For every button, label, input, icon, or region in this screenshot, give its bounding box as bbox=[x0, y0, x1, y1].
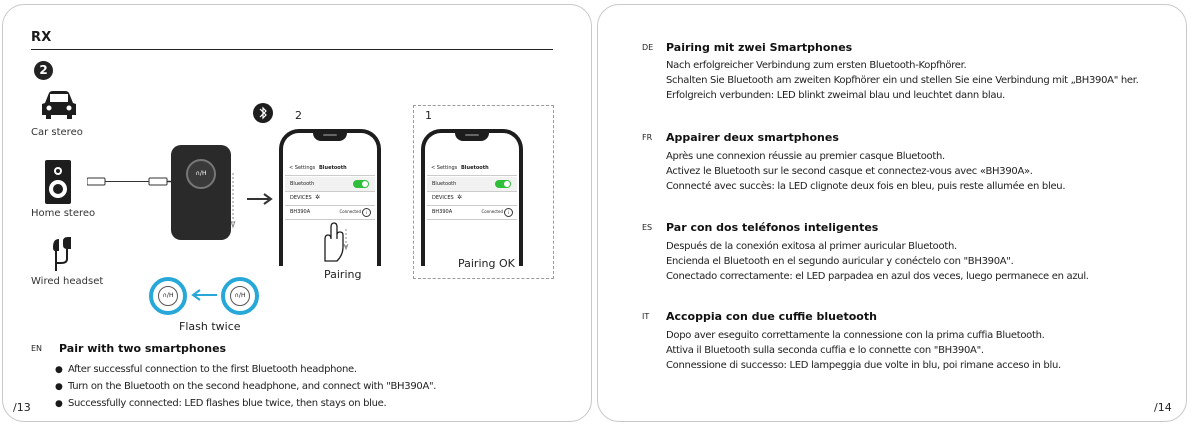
lang-code-es: ES bbox=[642, 223, 653, 232]
loading-spinner-icon: ✲ bbox=[315, 194, 321, 201]
aux-cable bbox=[87, 175, 177, 189]
title-rule bbox=[31, 49, 553, 50]
speaker-icon bbox=[45, 160, 71, 204]
right-page bbox=[597, 4, 1187, 422]
led-flash-1 bbox=[149, 277, 187, 315]
device-name: BH390A bbox=[290, 209, 311, 215]
device-name: BH390A bbox=[432, 209, 453, 215]
source-label-car: Car stereo bbox=[31, 127, 83, 138]
step-badge: 2 bbox=[34, 61, 53, 80]
pairing-label: Pairing bbox=[324, 268, 362, 281]
receiver-device bbox=[171, 145, 231, 240]
source-label-headset: Wired headset bbox=[31, 276, 104, 287]
en-bullet-2: Turn on the Bluetooth on the second headphone, and connect with "BH390A". bbox=[67, 381, 437, 392]
finger-tap-icon bbox=[315, 219, 355, 263]
press-arrow-device bbox=[231, 173, 245, 233]
flash-twice-label: Flash twice bbox=[179, 320, 241, 333]
devices-label: DEVICES bbox=[432, 195, 454, 201]
phone-notch bbox=[313, 131, 347, 141]
page-number-right: /14 bbox=[1154, 401, 1172, 414]
rx-title: RX bbox=[31, 30, 52, 45]
lang-code-it: IT bbox=[642, 312, 650, 321]
settings-back-link[interactable]: < Settings bbox=[289, 165, 316, 171]
es-title: Par con dos teléfonos inteligentes bbox=[666, 221, 879, 234]
list-item: ● Turn on the Bluetooth on the second headphone, and connect with "BH390A". bbox=[55, 381, 437, 392]
it-line-2: Attiva il Bluetooth sulla seconda cuffia e lo connette con "BH390A". bbox=[666, 345, 984, 356]
phone-speaker bbox=[465, 134, 479, 136]
es-line-1: Después de la conexión exitosa al primer auricular Bluetooth. bbox=[666, 241, 957, 252]
es-line-3: Conectado correctamente: el LED parpadea en azul dos veces, luego permanece en azul. bbox=[666, 271, 1089, 282]
fr-line-2: Activez le Bluetooth sur le second casque et connectez-vous avec «BH390A». bbox=[666, 166, 1033, 177]
left-page bbox=[2, 4, 592, 422]
devices-header-row bbox=[285, 191, 375, 206]
info-icon[interactable]: i bbox=[362, 208, 371, 217]
arrow-left-icon bbox=[191, 289, 217, 301]
lang-code-de: DE bbox=[642, 43, 654, 52]
list-item: ● After successful connection to the first Bluetooth headphone. bbox=[55, 364, 357, 375]
bluetooth-toggle-row bbox=[427, 177, 517, 192]
bluetooth-row-label: Bluetooth bbox=[290, 181, 315, 187]
phone-paired bbox=[421, 129, 523, 266]
device-multifunction-button: ∩/H bbox=[186, 159, 216, 189]
device-status: Connected bbox=[339, 209, 361, 214]
lang-code-en: EN bbox=[31, 344, 43, 353]
settings-title: Bluetooth bbox=[319, 165, 347, 171]
device-status: Connected bbox=[481, 209, 503, 214]
arrow-right-icon bbox=[247, 193, 273, 205]
bluetooth-icon bbox=[253, 103, 273, 123]
device-row-bh390a[interactable] bbox=[427, 205, 517, 220]
earphones-icon bbox=[49, 237, 75, 273]
step-label-1: 1 bbox=[425, 109, 432, 122]
de-line-2: Schalten Sie Bluetooth am zweiten Kopfhörer ein und stellen Sie eine Verbindung mit „BH390A" her. bbox=[666, 75, 1139, 86]
de-line-3: Erfolgreich verbunden: LED blinkt zweimal blau und leuchtet dann blau. bbox=[666, 90, 1006, 101]
bluetooth-toggle[interactable] bbox=[353, 180, 369, 188]
devices-header-row bbox=[427, 191, 517, 206]
lang-code-fr: FR bbox=[642, 133, 653, 142]
de-line-1: Nach erfolgreicher Verbindung zum ersten Bluetooth-Kopfhörer. bbox=[666, 60, 967, 71]
it-line-1: Dopo aver eseguito correttamente la connessione con la prima cuffia Bluetooth. bbox=[666, 330, 1045, 341]
de-title: Pairing mit zwei Smartphones bbox=[666, 41, 853, 54]
led-button-icon: ∩/H bbox=[158, 286, 178, 306]
bluetooth-row-label: Bluetooth bbox=[432, 181, 457, 187]
settings-navbar bbox=[285, 161, 375, 176]
phone-speaker bbox=[323, 134, 337, 136]
bluetooth-toggle[interactable] bbox=[495, 180, 511, 188]
led-button-icon: ∩/H bbox=[230, 286, 250, 306]
info-icon[interactable]: i bbox=[504, 208, 513, 217]
fr-line-3: Connecté avec succès: la LED clignote deux fois en bleu, puis reste allumée en bleu. bbox=[666, 181, 1066, 192]
settings-title: Bluetooth bbox=[461, 165, 489, 171]
settings-back-link[interactable]: < Settings bbox=[431, 165, 458, 171]
en-bullet-list bbox=[55, 357, 436, 408]
es-line-2: Encienda el Bluetooth en el segundo auricular y conéctelo con "BH390A". bbox=[666, 256, 1014, 267]
phone-notch bbox=[455, 131, 489, 141]
loading-spinner-icon: ✲ bbox=[457, 194, 463, 201]
led-flash-2 bbox=[221, 277, 259, 315]
devices-label: DEVICES bbox=[290, 195, 312, 201]
source-label-home: Home stereo bbox=[31, 208, 96, 219]
page-number-left: /13 bbox=[13, 401, 31, 414]
step-label-2: 2 bbox=[295, 109, 302, 122]
car-icon bbox=[39, 89, 79, 121]
en-bullet-3: Successfully connected: LED flashes blue twice, then stays on blue. bbox=[67, 398, 387, 409]
bluetooth-toggle-row bbox=[285, 177, 375, 192]
it-title: Accoppia con due cuffie bluetooth bbox=[666, 310, 877, 323]
list-item: ● Successfully connected: LED flashes blue twice, then stays on blue. bbox=[55, 398, 387, 409]
pairing-ok-label: Pairing OK bbox=[458, 257, 515, 270]
fr-title: Appairer deux smartphones bbox=[666, 131, 839, 144]
it-line-3: Connessione di successo: LED lampeggia due volte in blu, poi rimane acceso in blu. bbox=[666, 360, 1061, 371]
fr-line-1: Après une connexion réussie au premier casque Bluetooth. bbox=[666, 151, 945, 162]
device-row-bh390a[interactable] bbox=[285, 205, 375, 220]
en-title: Pair with two smartphones bbox=[59, 342, 227, 355]
en-bullet-1: After successful connection to the first Bluetooth headphone. bbox=[67, 364, 357, 375]
settings-navbar bbox=[427, 161, 517, 176]
